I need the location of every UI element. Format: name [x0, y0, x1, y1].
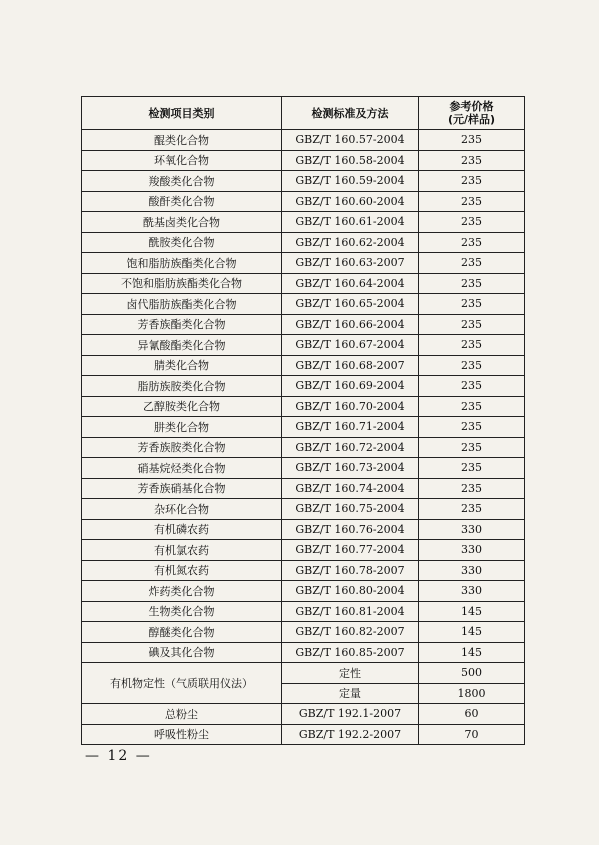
price-cell: 145: [419, 601, 525, 622]
price-cell: 235: [419, 396, 525, 417]
table-row: [82, 191, 525, 212]
category-cell: 酸酐类化合物: [82, 191, 282, 212]
standard-cell: GBZ/T 160.72-2004: [282, 437, 419, 458]
table-row: [82, 499, 525, 520]
category-cell: 碘及其化合物: [82, 642, 282, 663]
standard-cell: GBZ/T 192.2-2007: [282, 724, 419, 745]
quantitative-price-cell: 1800: [419, 683, 525, 704]
table-row: [82, 171, 525, 192]
category-cell: 芳香族胺类化合物: [82, 437, 282, 458]
category-cell: 饱和脂肪族酯类化合物: [82, 253, 282, 274]
table-row: [82, 396, 525, 417]
table-row: [82, 519, 525, 540]
table-row: [82, 417, 525, 438]
header-price-line1: 参考价格: [449, 100, 494, 113]
header-price-line2: (元/样品): [447, 113, 496, 126]
price-cell: 235: [419, 437, 525, 458]
category-cell: 芳香族硝基化合物: [82, 478, 282, 499]
price-cell: 235: [419, 191, 525, 212]
price-cell: 70: [419, 724, 525, 745]
category-cell: 有机氮农药: [82, 560, 282, 581]
price-cell: 330: [419, 560, 525, 581]
table-row: [82, 478, 525, 499]
category-cell: 环氧化合物: [82, 150, 282, 171]
standard-cell: GBZ/T 160.75-2004: [282, 499, 419, 520]
standard-cell: GBZ/T 192.1-2007: [282, 704, 419, 725]
category-cell: 卤代脂肪族酯类化合物: [82, 294, 282, 315]
price-cell: 330: [419, 581, 525, 602]
category-cell: 杂环化合物: [82, 499, 282, 520]
category-cell: 炸药类化合物: [82, 581, 282, 602]
price-cell: 235: [419, 273, 525, 294]
table-row: [82, 560, 525, 581]
table-row: [82, 212, 525, 233]
price-cell: 235: [419, 478, 525, 499]
price-cell: 235: [419, 130, 525, 151]
table-row: [82, 314, 525, 335]
table-row: [82, 724, 525, 745]
standard-cell: GBZ/T 160.59-2004: [282, 171, 419, 192]
price-cell: 235: [419, 232, 525, 253]
price-cell: 235: [419, 335, 525, 356]
category-cell: 有机氯农药: [82, 540, 282, 561]
category-cell: 生物类化合物: [82, 601, 282, 622]
category-cell: 有机磷农药: [82, 519, 282, 540]
category-cell: 酰基卤类化合物: [82, 212, 282, 233]
standard-cell: GBZ/T 160.68-2007: [282, 355, 419, 376]
table-row: [82, 581, 525, 602]
price-cell: 235: [419, 253, 525, 274]
standard-cell: GBZ/T 160.70-2004: [282, 396, 419, 417]
standard-cell: GBZ/T 160.73-2004: [282, 458, 419, 479]
standard-cell: GBZ/T 160.82-2007: [282, 622, 419, 643]
category-cell: 酰胺类化合物: [82, 232, 282, 253]
standard-cell: GBZ/T 160.74-2004: [282, 478, 419, 499]
header-price: [419, 97, 525, 130]
standard-cell: GBZ/T 160.60-2004: [282, 191, 419, 212]
price-cell: 330: [419, 519, 525, 540]
price-cell: 235: [419, 171, 525, 192]
category-cell: 腈类化合物: [82, 355, 282, 376]
table-row: [82, 130, 525, 151]
table-row: [82, 622, 525, 643]
standard-cell: GBZ/T 160.67-2004: [282, 335, 419, 356]
standard-cell: GBZ/T 160.66-2004: [282, 314, 419, 335]
price-cell: 235: [419, 294, 525, 315]
qualitative-label-cell: 定性: [282, 663, 419, 684]
category-cell: 肼类化合物: [82, 417, 282, 438]
header-standard: 检测标准及方法: [282, 97, 419, 130]
standard-cell: GBZ/T 160.61-2004: [282, 212, 419, 233]
price-cell: 235: [419, 212, 525, 233]
organic-category-cell: 有机物定性（气质联用仪法）: [82, 663, 282, 704]
qualitative-price-cell: 500: [419, 663, 525, 684]
price-cell: 235: [419, 499, 525, 520]
category-cell: 不饱和脂肪族酯类化合物: [82, 273, 282, 294]
category-cell: 乙醇胺类化合物: [82, 396, 282, 417]
table-row: [82, 253, 525, 274]
standard-cell: GBZ/T 160.78-2007: [282, 560, 419, 581]
table-row: [82, 642, 525, 663]
table-row: [82, 335, 525, 356]
category-cell: 异氰酸酯类化合物: [82, 335, 282, 356]
standard-cell: GBZ/T 160.65-2004: [282, 294, 419, 315]
category-cell: 呼吸性粉尘: [82, 724, 282, 745]
table-row: [82, 437, 525, 458]
standard-cell: GBZ/T 160.76-2004: [282, 519, 419, 540]
category-cell: 总粉尘: [82, 704, 282, 725]
standard-cell: GBZ/T 160.77-2004: [282, 540, 419, 561]
table-row: [82, 355, 525, 376]
price-cell: 235: [419, 355, 525, 376]
category-cell: 脂肪族胺类化合物: [82, 376, 282, 397]
standard-cell: GBZ/T 160.71-2004: [282, 417, 419, 438]
category-cell: 羧酸类化合物: [82, 171, 282, 192]
quantitative-label-cell: 定量: [282, 683, 419, 704]
header-category: 检测项目类别: [82, 97, 282, 130]
table-row: [82, 150, 525, 171]
price-cell: 235: [419, 417, 525, 438]
table-row-organic-qualitative: [82, 663, 525, 684]
table-body: [82, 130, 525, 745]
price-cell: 235: [419, 376, 525, 397]
table-row: [82, 601, 525, 622]
table-row: [82, 376, 525, 397]
table-row: [82, 273, 525, 294]
category-cell: 硝基烷烃类化合物: [82, 458, 282, 479]
price-cell: 145: [419, 642, 525, 663]
price-cell: 235: [419, 314, 525, 335]
table-header-row: [82, 97, 525, 130]
standard-cell: GBZ/T 160.63-2007: [282, 253, 419, 274]
table-row: [82, 540, 525, 561]
price-cell: 235: [419, 150, 525, 171]
price-cell: 60: [419, 704, 525, 725]
price-cell: 235: [419, 458, 525, 479]
standard-cell: GBZ/T 160.69-2004: [282, 376, 419, 397]
table-row: [82, 232, 525, 253]
price-cell: 330: [419, 540, 525, 561]
standard-cell: GBZ/T 160.58-2004: [282, 150, 419, 171]
standard-cell: GBZ/T 160.80-2004: [282, 581, 419, 602]
standard-cell: GBZ/T 160.57-2004: [282, 130, 419, 151]
table-row: [82, 704, 525, 725]
standard-cell: GBZ/T 160.81-2004: [282, 601, 419, 622]
standard-cell: GBZ/T 160.64-2004: [282, 273, 419, 294]
price-cell: 145: [419, 622, 525, 643]
standard-cell: GBZ/T 160.85-2007: [282, 642, 419, 663]
category-cell: 醌类化合物: [82, 130, 282, 151]
table-row: [82, 458, 525, 479]
table-row: [82, 294, 525, 315]
category-cell: 醇醚类化合物: [82, 622, 282, 643]
category-cell: 芳香族酯类化合物: [82, 314, 282, 335]
price-table: [81, 96, 525, 745]
standard-cell: GBZ/T 160.62-2004: [282, 232, 419, 253]
page-number: — 12 —: [85, 748, 152, 764]
